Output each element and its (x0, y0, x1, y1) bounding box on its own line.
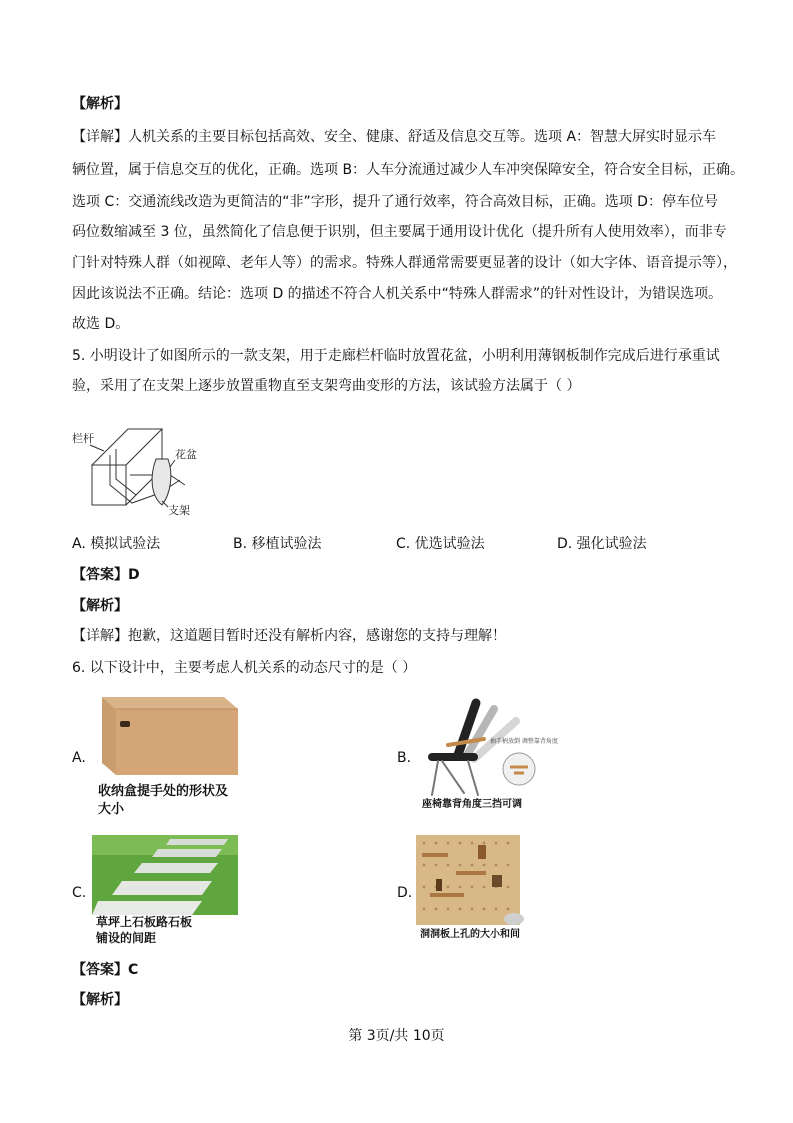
q5-option-b: B. 移植试验法 (233, 536, 322, 552)
q6-option-b-letter: B. (397, 750, 412, 766)
q6-option-c-caption-1: 草坪上石板路石板 (96, 915, 193, 929)
q6-option-c-caption-2: 铺设的间距 (96, 931, 157, 945)
page-number-footer: 第 3页/共 10页 (348, 1028, 445, 1044)
q6-option-a-caption-1: 收纳盒提手处的形状及 (98, 784, 229, 799)
storage-box-image (92, 695, 244, 820)
q5-analysis-heading: 【解析】 (72, 598, 128, 614)
q6-analysis-heading: 【解析】 (72, 992, 128, 1008)
q5-detail: 【详解】抱歉，这道题目暂时还没有解析内容，感谢您的支持与理解！ (72, 628, 506, 644)
detail-line-4: 码位数缩减至 3 位，虽然简化了信息便于识别，但主要属于通用设计优化（提升所有人使用效率），而非专 (72, 224, 727, 240)
q5-stem-line-1: 5. 小明设计了如图所示的一款支架，用于走廊栏杆临时放置花盆，小明利用薄钢板制作完成后进行承重试 (72, 348, 720, 364)
q6-answer: 【答案】C (72, 962, 139, 978)
box-handle-icon (120, 721, 130, 727)
q5-option-c: C. 优选试验法 (396, 536, 485, 552)
chair-image (418, 695, 558, 815)
detail-line-1: 【详解】人机关系的主要目标包括高效、安全、健康、舒适及信息交互等。选项 A：智慧大屏实时显示车 (72, 129, 717, 145)
label-rail: 栏杆 (72, 432, 94, 445)
q6-option-d-letter: D. (397, 885, 413, 901)
label-bracket: 支架 (168, 504, 190, 517)
label-pot: 花盆 (175, 448, 197, 461)
q6-option-b-caption: 座椅靠背角度三挡可调 (422, 799, 522, 810)
analysis-heading: 【解析】 (72, 96, 128, 112)
q5-option-d: D. 强化试验法 (557, 536, 647, 552)
q6-option-a-letter: A. (72, 750, 86, 766)
detail-line-5: 门针对特殊人群（如视障、老年人等）的需求。特殊人群通常需要更显著的设计（如大字体、语音提示等）， (72, 255, 737, 271)
q6-stem: 6. 以下设计中，主要考虑人机关系的动态尺寸的是（ ） (72, 660, 417, 676)
bracket-drawing (70, 415, 220, 520)
q6-option-a-caption-2: 大小 (98, 802, 125, 817)
q5-stem-line-2: 验，采用了在支架上逐步放置重物直至支架弯曲变形的方法，该试验方法属于（ ） (72, 378, 581, 394)
bracket-figure (70, 415, 220, 520)
detail-line-7: 故选 D。 (72, 316, 130, 332)
q5-option-a: A. 模拟试验法 (72, 536, 161, 552)
detail-line-2: 辆位置，属于信息交互的优化，正确。选项 B：人车分流通过减少人车冲突保障安全，符合安全目标，正确。 (72, 162, 745, 178)
pegboard-image (416, 835, 520, 945)
chair-inset-text: 抽手柄放倒 调整靠背角度 (490, 738, 558, 745)
q6-option-d-caption: 洞洞板上孔的大小和间 (420, 929, 520, 940)
lawn-stepping-stones-image (92, 835, 238, 947)
chair-detail-inset (503, 753, 535, 785)
q5-answer: 【答案】D (72, 567, 140, 583)
detail-line-6: 因此该说法不正确。结论：选项 D 的描述不符合人机关系中“特殊人群需求”的针对性设计，为错误选项。 (72, 286, 723, 302)
detail-line-3: 选项 C：交通流线改造为更简洁的“非”字形，提升了通行效率，符合高效目标，正确。选项 D：停车位号 (72, 194, 718, 210)
q6-option-c-letter: C. (72, 885, 87, 901)
